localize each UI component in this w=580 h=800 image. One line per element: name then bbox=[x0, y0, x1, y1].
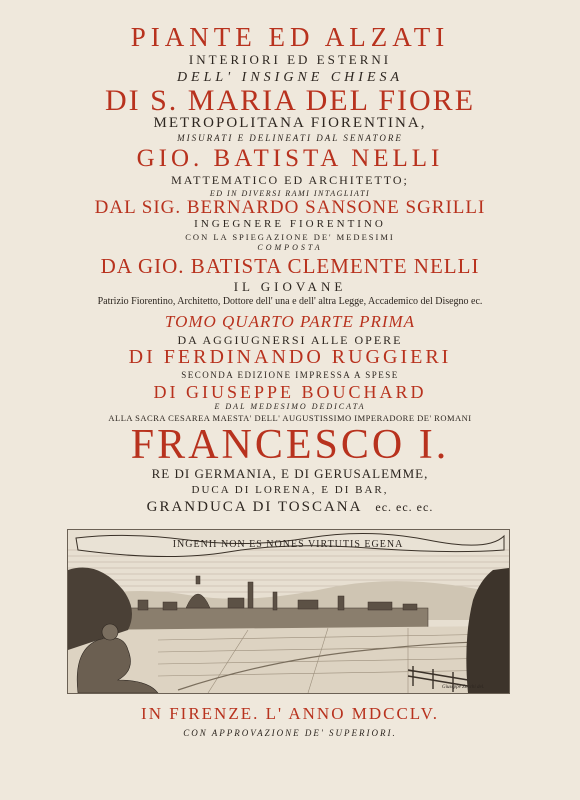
title-line-6: MISURATI E DELINEATI DAL SENATORE bbox=[177, 133, 403, 143]
title-line-7: GIO. BATISTA NELLI bbox=[136, 145, 444, 172]
title-line-2: INTERIORI ED ESTERNI bbox=[188, 52, 392, 67]
imprint-approval: CON APPROVAZIONE DE' SUPERIORI. bbox=[183, 728, 397, 738]
title-line-18: DA AGGIUGNERSI ALLE OPERE bbox=[177, 333, 403, 347]
title-line-21: DI GIUSEPPE BOUCHARD bbox=[153, 382, 427, 402]
title-line-24: FRANCESCO I. bbox=[130, 422, 450, 468]
title-line-14: DA GIO. BATISTA CLEMENTE NELLI bbox=[100, 254, 480, 278]
title-line-9: ED IN DIVERSI RAMI INTAGLIATI bbox=[209, 189, 371, 198]
title-line-23: ALLA SACRA CESAREA MAESTA' DELL' AUGUSTISSIMO IMPERADORE DE' ROMANI bbox=[108, 413, 472, 423]
engraver-signature: Giuseppe Zocchi del. bbox=[442, 685, 485, 690]
title-line-8: MATTEMATICO ED ARCHITETTO; bbox=[171, 173, 409, 187]
title-line-3: DELL' INSIGNE CHIESA bbox=[176, 70, 404, 85]
title-line-13: COMPOSTA bbox=[257, 243, 323, 252]
florence-view-illustration bbox=[68, 530, 509, 693]
title-line-25: RE DI GERMANIA, E DI GERUSALEMME, bbox=[151, 466, 429, 481]
imprint-place-date: IN FIRENZE. L' ANNO MDCCLV. bbox=[141, 704, 439, 723]
title-line-15: IL GIOVANE bbox=[233, 279, 347, 294]
title-line-26: DUCA DI LORENA, E DI BAR, bbox=[191, 484, 389, 496]
title-line-17: TOMO QUARTO PARTE PRIMA bbox=[164, 312, 416, 331]
title-line-22: E DAL MEDESIMO DEDICATA bbox=[214, 402, 366, 411]
title-line-27 bbox=[0, 500, 580, 515]
title-line-10: DAL SIG. BERNARDO SANSONE SGRILLI bbox=[94, 197, 486, 218]
title-line-20: SECONDA EDIZIONE IMPRESSA A SPESE bbox=[181, 370, 399, 380]
title-line-4: DI S. MARIA DEL FIORE bbox=[104, 84, 476, 117]
title-line-16: Patrizio Fiorentino, Architetto, Dottore dell' una e dell' altra Legge, Accademico del Disegno ec. bbox=[97, 296, 483, 307]
engraving-vignette bbox=[67, 529, 510, 694]
title-line-27-main: GRANDUCA DI TOSCANA bbox=[146, 499, 362, 515]
title-line-27-suffix: ec. ec. ec. bbox=[375, 500, 434, 514]
title-line-1: PIANTE ED ALZATI bbox=[130, 22, 450, 52]
title-line-12: CON LA SPIEGAZIONE DE' MEDESIMI bbox=[185, 232, 395, 242]
title-line-5: METROPOLITANA FIORENTINA, bbox=[153, 115, 427, 131]
title-line-19: DI FERDINANDO RUGGIERI bbox=[128, 346, 452, 368]
banner-text: INGENII NON ES NONES VIRTUTIS EGENA bbox=[172, 539, 404, 550]
title-line-11: INGEGNERE FIORENTINO bbox=[194, 218, 386, 230]
